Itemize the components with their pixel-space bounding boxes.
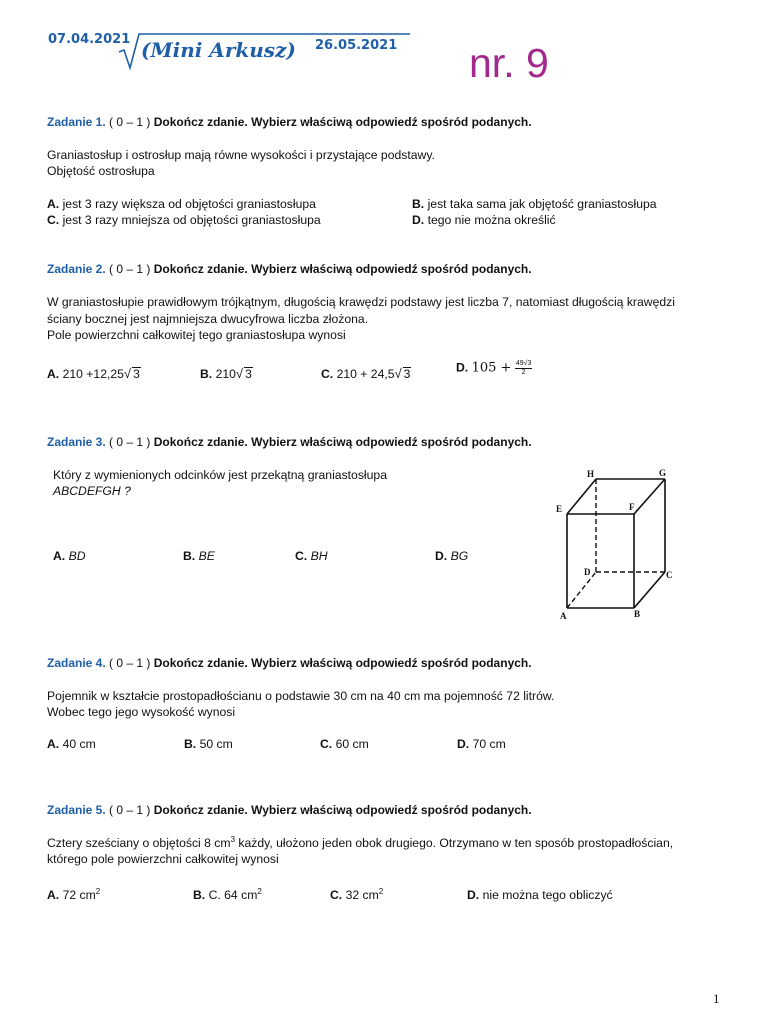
task-header: [47, 262, 532, 276]
answer-b[interactable]: [183, 549, 215, 563]
task-text-line: którego pole powierzchni całkowitej wynosi: [47, 852, 279, 866]
answer-b[interactable]: [412, 197, 657, 211]
answer-b[interactable]: [200, 366, 253, 381]
edge-fg: [634, 479, 665, 514]
answer-letter: B.: [184, 737, 197, 751]
answer-text: BH: [310, 549, 328, 563]
answer-d[interactable]: [412, 213, 556, 227]
task-label: Zadanie 4.: [47, 656, 106, 670]
task-points: ( 0 – 1 ): [109, 262, 151, 276]
edge-bc: [634, 572, 665, 608]
answer-letter: C.: [47, 213, 60, 227]
answer-letter: A.: [47, 197, 60, 211]
answer-text: nie można tego obliczyć: [482, 888, 613, 902]
task-instruction: Dokończ zdanie. Wybierz właściwą odpowiedź spośród podanych.: [153, 435, 532, 449]
edge-ad: [567, 572, 596, 608]
date-left: 07.04.2021: [48, 32, 131, 47]
radicand: 3: [245, 367, 252, 381]
vertex-label-c: C: [666, 570, 673, 580]
vertex-label-h: H: [587, 469, 595, 479]
answer-a[interactable]: [47, 888, 100, 902]
task-header: [47, 803, 532, 817]
answer-letter: C.: [321, 367, 334, 381]
answer-c[interactable]: [295, 549, 328, 563]
vertex-label-g: G: [659, 468, 667, 478]
task-text-line: W graniastosłupie prawidłowym trójkątnym, długością krawędzi podstawy jest liczba 7, natomiast długością krawędzi: [47, 295, 675, 309]
answer-a[interactable]: [47, 366, 141, 381]
answer-letter: B.: [183, 549, 196, 563]
task-label: Zadanie 3.: [47, 435, 106, 449]
answer-text: 60 cm: [335, 737, 369, 751]
answer-letter: D.: [435, 549, 448, 563]
vertex-label-f: F: [629, 502, 635, 512]
answer-letter: B.: [412, 197, 425, 211]
answer-text: 210 +12,25: [62, 367, 124, 381]
answer-letter: C.: [320, 737, 333, 751]
fraction-denominator: 2: [521, 369, 526, 376]
answer-text: 105 +: [471, 360, 512, 376]
vertex-label-e: E: [556, 504, 563, 514]
fraction-numerator: 49√3: [515, 360, 532, 367]
answer-text: BE: [198, 549, 215, 563]
answer-a[interactable]: [53, 549, 86, 563]
sqrt-symbol: √: [235, 366, 244, 381]
superscript: 2: [257, 886, 262, 896]
answer-letter: B.: [193, 888, 206, 902]
task-instruction: Dokończ zdanie. Wybierz właściwą odpowiedź spośród podanych.: [153, 656, 532, 670]
task-points: ( 0 – 1 ): [109, 435, 151, 449]
answer-text: 72 cm: [62, 888, 96, 902]
superscript: 3: [230, 834, 236, 844]
answer-text: BD: [68, 549, 86, 563]
task-text-line: Wobec tego jego wysokość wynosi: [47, 705, 236, 719]
task-instruction: Dokończ zdanie. Wybierz właściwą odpowiedź spośród podanych.: [153, 262, 532, 276]
answer-text: BG: [450, 549, 469, 563]
task-instruction: Dokończ zdanie. Wybierz właściwą odpowiedź spośród podanych.: [153, 803, 532, 817]
edge-eh: [567, 479, 596, 514]
task-text-line: Który z wymienionych odcinków jest przekątną graniastosłupa: [53, 468, 387, 482]
vertex-label-b: B: [634, 609, 641, 619]
superscript: 2: [378, 886, 384, 896]
task-points: ( 0 – 1 ): [109, 115, 151, 129]
vertex-label-d: D: [584, 567, 591, 577]
task-text-line: Objętość ostrosłupa: [47, 164, 155, 178]
text-part: każdy, ułożono jeden obok drugiego. Otrzymano w ten sposób prostopadłościan,: [235, 836, 674, 850]
task-text-line: [47, 835, 673, 852]
task-header: [47, 435, 532, 449]
cuboid-figure: [550, 462, 690, 622]
answer-text: tego nie można określić: [427, 213, 556, 227]
answer-a[interactable]: [47, 197, 316, 211]
answer-letter: D.: [467, 888, 480, 902]
task-points: ( 0 – 1 ): [109, 803, 151, 817]
radicand: 3: [133, 367, 140, 381]
task-label: Zadanie 2.: [47, 262, 106, 276]
answer-letter: A.: [47, 888, 60, 902]
header-title: (Mini Arkusz): [141, 38, 296, 62]
date-right: 26.05.2021: [315, 38, 398, 53]
answer-b[interactable]: [193, 888, 262, 902]
answer-a[interactable]: [47, 737, 96, 751]
task-header: [47, 656, 532, 670]
answer-text: C. 64 cm: [208, 888, 258, 902]
fraction: [515, 360, 533, 377]
superscript: 2: [95, 886, 101, 896]
task-text-line: ściany bocznej jest najmniejsza dwucyfrowa liczba złożona.: [47, 312, 369, 326]
task-instruction: Dokończ zdanie. Wybierz właściwą odpowiedź spośród podanych.: [153, 115, 532, 129]
answer-letter: D.: [412, 213, 425, 227]
task-label: Zadanie 5.: [47, 803, 106, 817]
vertex-label-a: A: [560, 611, 567, 621]
task-text-line: ABCDEFGH ?: [53, 484, 131, 498]
task-text-line: Graniastosłup i ostrosłup mają równe wysokości i przystające podstawy.: [47, 148, 435, 162]
answer-text: 210: [215, 367, 236, 381]
task-text-line: Pojemnik w kształcie prostopadłościanu o podstawie 30 cm na 40 cm ma pojemność 72 litrów.: [47, 689, 555, 703]
answer-letter: C.: [330, 888, 343, 902]
answer-letter: A.: [47, 737, 60, 751]
answer-c[interactable]: [321, 366, 411, 381]
page-label: nr. 9: [469, 40, 549, 86]
answer-c[interactable]: [330, 888, 383, 902]
answer-c[interactable]: [320, 737, 369, 751]
sqrt-symbol: √: [123, 366, 132, 381]
answer-letter: A.: [47, 367, 60, 381]
answer-d[interactable]: [435, 549, 468, 563]
answer-text: 70 cm: [472, 737, 506, 751]
answer-text: 50 cm: [199, 737, 233, 751]
answer-d[interactable]: [457, 737, 506, 751]
answer-c[interactable]: [47, 213, 321, 227]
answer-letter: D.: [456, 360, 469, 375]
answer-text: jest 3 razy większa od objętości graniastosłupa: [62, 197, 316, 211]
answer-b[interactable]: [184, 737, 233, 751]
page-number: 1: [713, 991, 720, 1006]
answer-text: jest 3 razy mniejsza od objętości graniastosłupa: [62, 213, 321, 227]
radicand: 3: [403, 367, 411, 381]
task-text-line: Pole powierzchni całkowitej tego graniastosłupa wynosi: [47, 328, 346, 342]
answer-d[interactable]: [467, 888, 613, 902]
sqrt-symbol: √: [394, 366, 402, 381]
answer-text: 210 + 24,5: [336, 367, 395, 381]
text-part: Cztery sześciany o objętości 8 cm: [47, 836, 231, 850]
answer-letter: B.: [200, 367, 213, 381]
answer-text: 32 cm: [345, 888, 379, 902]
answer-d[interactable]: [456, 360, 532, 377]
answer-letter: A.: [53, 549, 66, 563]
task-points: ( 0 – 1 ): [109, 656, 151, 670]
answer-text: jest taka sama jak objętość graniastosłupa: [427, 197, 657, 211]
answer-text: 40 cm: [62, 737, 96, 751]
task-header: [47, 115, 532, 129]
answer-letter: D.: [457, 737, 470, 751]
answer-letter: C.: [295, 549, 308, 563]
task-label: Zadanie 1.: [47, 115, 106, 129]
